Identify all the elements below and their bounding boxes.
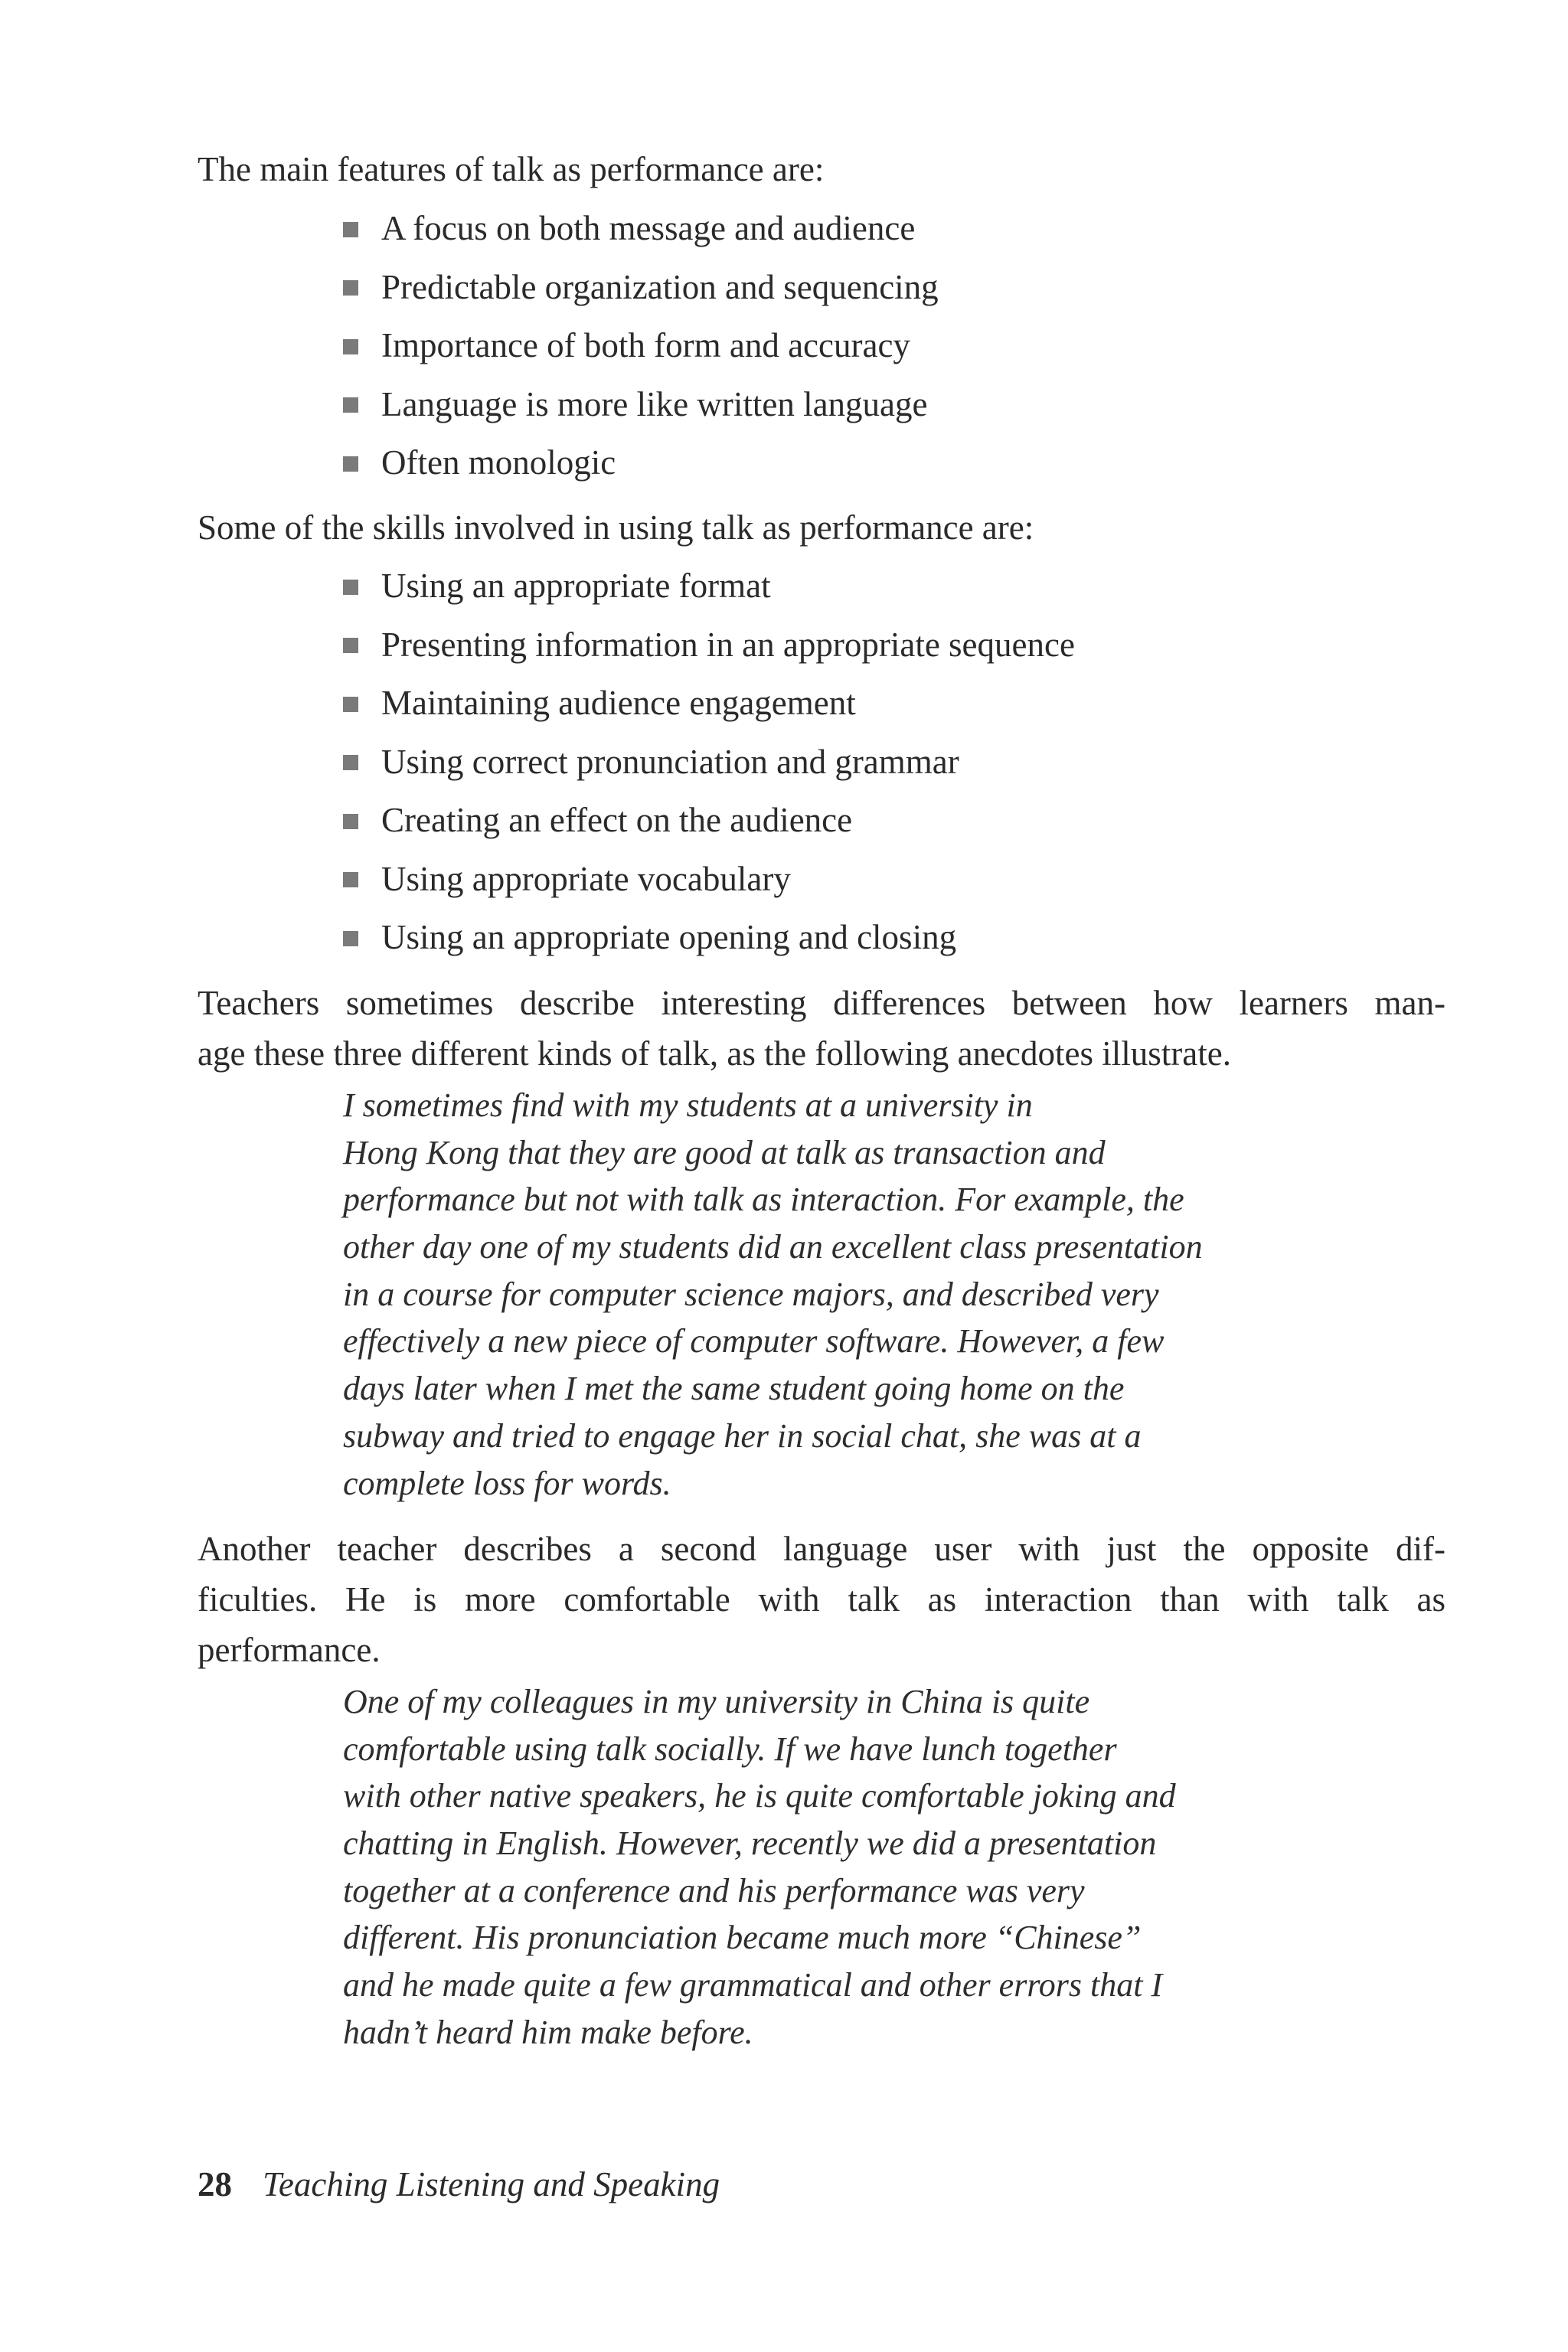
list-item: Presenting information in an appropriate sequence: [343, 619, 1075, 678]
quote-line: with other native speakers, he is quite comfortable joking and: [343, 1777, 1176, 1815]
quote-line: days later when I met the same student going home on the: [343, 1370, 1125, 1408]
quote-line: performance but not with talk as interaction. For example, the: [343, 1181, 1184, 1219]
list-item: Using an appropriate format: [343, 560, 1075, 619]
square-bullet-icon: [343, 638, 358, 653]
square-bullet-icon: [343, 456, 358, 472]
square-bullet-icon: [343, 222, 358, 237]
list-item: Creating an effect on the audience: [343, 795, 1075, 854]
page-footer: [198, 2159, 720, 2210]
square-bullet-icon: [343, 339, 358, 354]
quote-line: comfortable using talk socially. If we have lunch together: [343, 1730, 1117, 1768]
skills-list: [343, 560, 1075, 971]
paragraph-line: performance.: [198, 1631, 381, 1669]
square-bullet-icon: [343, 397, 358, 413]
quote-line: Hong Kong that they are good at talk as transaction and: [343, 1133, 1106, 1171]
running-title: Teaching Listening and Speaking: [263, 2165, 720, 2203]
anecdote-quote-2: [343, 1678, 1176, 2056]
list-item: Using correct pronunciation and grammar: [343, 737, 1075, 795]
list-item: Using an appropriate opening and closing: [343, 912, 1075, 971]
paragraph-line: ficulties. He is more comfortable with talk as interaction than with talk as: [198, 1580, 1446, 1619]
list-item: Using appropriate vocabulary: [343, 854, 1075, 913]
square-bullet-icon: [343, 931, 358, 946]
list-item: Maintaining audience engagement: [343, 678, 1075, 737]
list-item: Often monologic: [343, 437, 939, 496]
second-teacher-paragraph: [198, 1524, 1446, 1675]
square-bullet-icon: [343, 814, 358, 829]
square-bullet-icon: [343, 697, 358, 712]
features-list: [343, 203, 939, 496]
anecdote-quote-1: [343, 1082, 1203, 1507]
quote-line: chatting in English. However, recently we did a presentation: [343, 1824, 1157, 1863]
quote-line: I sometimes find with my students at a university in: [343, 1086, 1033, 1124]
quote-line: One of my colleagues in my university in China is quite: [343, 1683, 1090, 1720]
list-item: A focus on both message and audience: [343, 203, 939, 262]
quote-line: hadn’t heard him make before.: [343, 2013, 753, 2051]
quote-line: different. His pronunciation became much more “Chinese”: [343, 1919, 1142, 1957]
features-intro: The main features of talk as performance are:: [198, 150, 825, 188]
list-item: Predictable organization and sequencing: [343, 262, 939, 321]
quote-line: in a course for computer science majors, and described very: [343, 1275, 1159, 1313]
quote-line: and he made quite a few grammatical and other errors that I: [343, 1966, 1163, 2004]
paragraph-line: Another teacher describes a second language user with just the opposite dif-: [198, 1530, 1446, 1568]
quote-line: other day one of my students did an excellent class presentation: [343, 1228, 1203, 1266]
paragraph-line: Teachers sometimes describe interesting differences between how learners man-: [198, 984, 1446, 1022]
skills-intro: Some of the skills involved in using talk as performance are:: [198, 508, 1034, 547]
square-bullet-icon: [343, 280, 358, 296]
list-item: Language is more like written language: [343, 379, 939, 438]
list-item: Importance of both form and accuracy: [343, 320, 939, 379]
page-number: 28: [198, 2165, 232, 2203]
quote-line: subway and tried to engage her in social chat, she was at a: [343, 1416, 1142, 1455]
paragraph-line: age these three different kinds of talk, as the following anecdotes illustrate.: [198, 1034, 1231, 1073]
square-bullet-icon: [343, 580, 358, 595]
quote-line: complete loss for words.: [343, 1464, 671, 1502]
square-bullet-icon: [343, 755, 358, 770]
anecdotes-paragraph: [198, 978, 1446, 1079]
quote-line: effectively a new piece of computer software. However, a few: [343, 1322, 1165, 1361]
quote-line: together at a conference and his performance was very: [343, 1871, 1085, 1909]
square-bullet-icon: [343, 872, 358, 887]
